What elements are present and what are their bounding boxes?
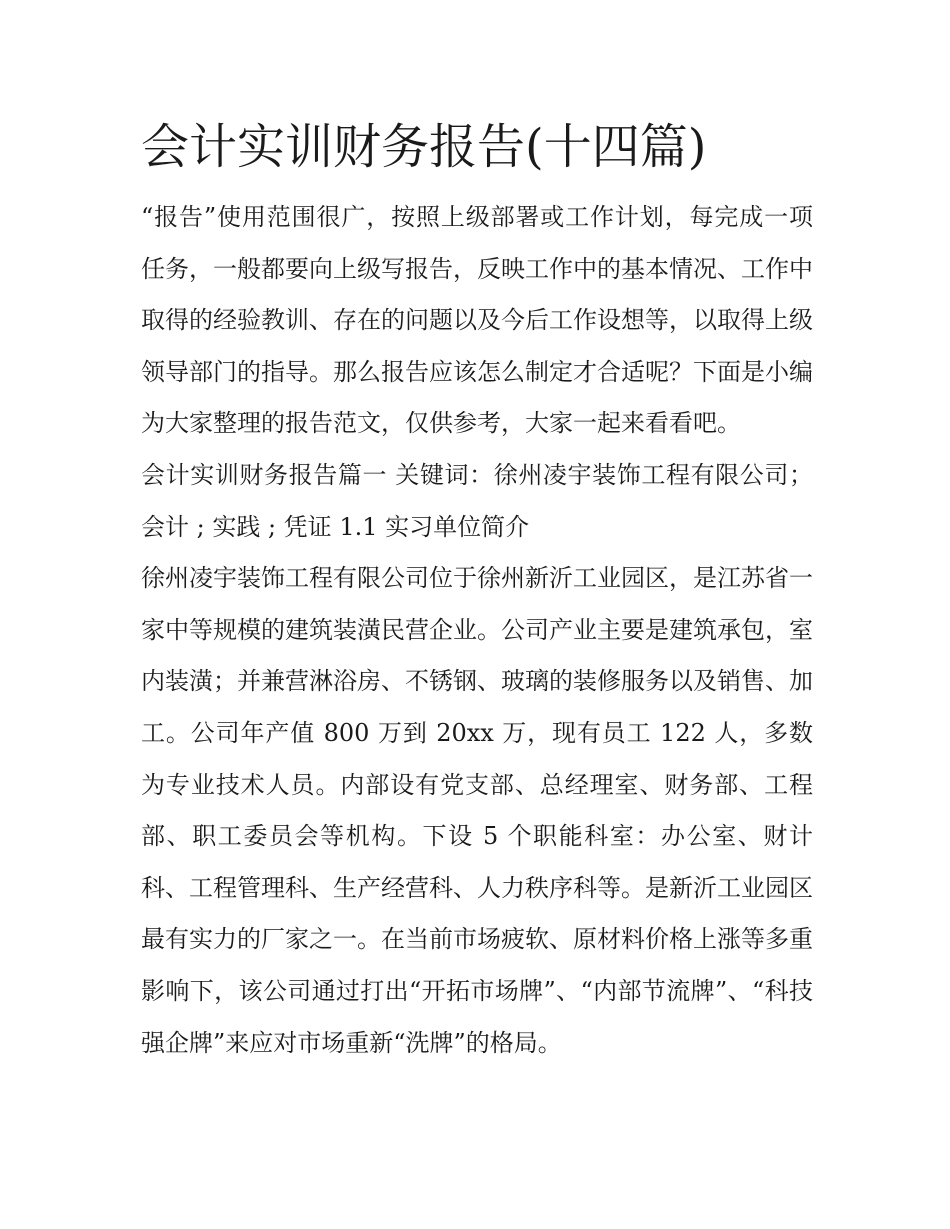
intro-paragraph: “报告”使用范围很广，按照上级部署或工作计划，每完成一项任务，一般都要向上级写报告，反映工作中的基本情况、工作中取得的经验教训、存在的问题以及今后工作设想等，以取得上级领导部门的指导。那么报告应该怎么制定才合适呢？下面是小编为大家整理的报告范文，仅供参考，大家一起来看看吧。 bbox=[141, 203, 813, 438]
section-heading-paragraph: 会计实训财务报告篇一 关键词：徐州凌宇装饰工程有限公司； 会计 ; 实践 ; 凭证 1.1 实习单位简介 bbox=[141, 460, 813, 541]
document-title: 会计实训财务报告(十四篇) bbox=[141, 119, 707, 175]
company-intro-paragraph: 徐州凌宇装饰工程有限公司位于徐州新沂工业园区，是江苏省一家中等规模的建筑装潢民营企业。公司产业主要是建筑承包，室内装潢；并兼营淋浴房、不锈钢、玻璃的装修服务以及销售、加工。公司年产值 800 万到 20xx 万，现有员工 122 人，多数为专业技术人员。内部设有党支部、总经理室、财务部、工程部、职工委员会等机构。下设 5 个职能科室：办公室、财计科、工程管理科、生产经营科、人力秩序科等。是新沂工业园区最有实力的厂家之一。在当前市场疲软、原材料价格上涨等多重影响下，该公司通过打出“开拓市场牌”、“内部节流牌”、“科技强企牌”来应对市场重新“洗牌”的格局。 bbox=[141, 564, 813, 1057]
document-page bbox=[141, 112, 813, 1069]
